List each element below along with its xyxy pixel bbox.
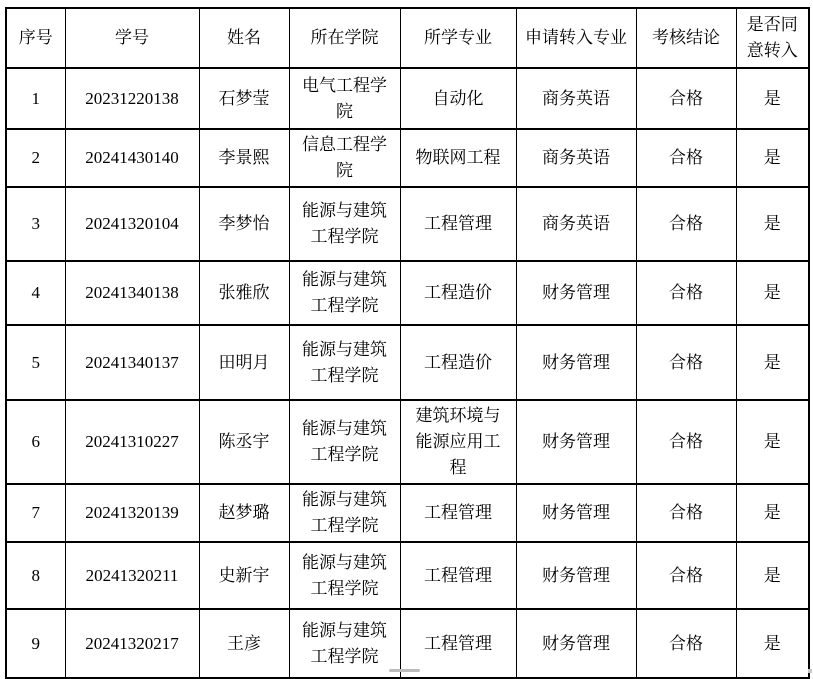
table-cell: 能源与建筑工程学院 bbox=[289, 542, 400, 609]
column-header: 所在学院 bbox=[289, 8, 400, 68]
table-cell: 商务英语 bbox=[516, 68, 636, 129]
table-cell: 20241320139 bbox=[65, 484, 199, 542]
table-row bbox=[6, 68, 809, 129]
table-cell: 工程管理 bbox=[400, 609, 516, 678]
table-cell: 石梦莹 bbox=[199, 68, 289, 129]
table-cell: 财务管理 bbox=[516, 261, 636, 325]
table-cell: 自动化 bbox=[400, 68, 516, 129]
table-row bbox=[6, 261, 809, 325]
table-cell: 商务英语 bbox=[516, 129, 636, 187]
table-body bbox=[6, 68, 809, 678]
transfer-approval-table bbox=[5, 7, 810, 679]
table-cell: 20241340137 bbox=[65, 325, 199, 400]
table-row bbox=[6, 129, 809, 187]
table-cell: 能源与建筑工程学院 bbox=[289, 187, 400, 261]
table-cell: 能源与建筑工程学院 bbox=[289, 261, 400, 325]
table-row bbox=[6, 542, 809, 609]
table-cell: 建筑环境与能源应用工程 bbox=[400, 400, 516, 484]
table-cell: 合格 bbox=[636, 68, 736, 129]
table-cell: 是 bbox=[736, 129, 809, 187]
table-cell: 合格 bbox=[636, 187, 736, 261]
header-row bbox=[6, 8, 809, 68]
table-cell: 9 bbox=[6, 609, 65, 678]
table-cell: 5 bbox=[6, 325, 65, 400]
scrollbar-corner bbox=[808, 669, 812, 673]
table-cell: 是 bbox=[736, 325, 809, 400]
table-cell: 工程造价 bbox=[400, 325, 516, 400]
table-cell: 工程管理 bbox=[400, 187, 516, 261]
table-cell: 财务管理 bbox=[516, 609, 636, 678]
column-header: 序号 bbox=[6, 8, 65, 68]
table-cell: 20241320217 bbox=[65, 609, 199, 678]
table-cell: 能源与建筑工程学院 bbox=[289, 609, 400, 678]
table-row bbox=[6, 400, 809, 484]
table-cell: 赵梦璐 bbox=[199, 484, 289, 542]
table-cell: 20231220138 bbox=[65, 68, 199, 129]
table-cell: 1 bbox=[6, 68, 65, 129]
table-cell: 2 bbox=[6, 129, 65, 187]
table-row bbox=[6, 484, 809, 542]
table-cell: 6 bbox=[6, 400, 65, 484]
column-header: 是否同意转入 bbox=[736, 8, 809, 68]
table-cell: 能源与建筑工程学院 bbox=[289, 484, 400, 542]
table-cell: 王彦 bbox=[199, 609, 289, 678]
table-cell: 是 bbox=[736, 542, 809, 609]
table-cell: 工程管理 bbox=[400, 484, 516, 542]
table-cell: 合格 bbox=[636, 400, 736, 484]
table-cell: 是 bbox=[736, 187, 809, 261]
table-cell: 电气工程学院 bbox=[289, 68, 400, 129]
table-cell: 工程造价 bbox=[400, 261, 516, 325]
table-cell: 田明月 bbox=[199, 325, 289, 400]
table-cell: 8 bbox=[6, 542, 65, 609]
table-cell: 4 bbox=[6, 261, 65, 325]
table-cell: 是 bbox=[736, 609, 809, 678]
table-cell: 是 bbox=[736, 400, 809, 484]
table-cell: 陈丞宇 bbox=[199, 400, 289, 484]
horizontal-scrollbar-thumb[interactable] bbox=[389, 669, 420, 672]
column-header: 申请转入专业 bbox=[516, 8, 636, 68]
table-cell: 3 bbox=[6, 187, 65, 261]
column-header: 考核结论 bbox=[636, 8, 736, 68]
table-cell: 20241320104 bbox=[65, 187, 199, 261]
column-header: 姓名 bbox=[199, 8, 289, 68]
column-header: 学号 bbox=[65, 8, 199, 68]
table-cell: 7 bbox=[6, 484, 65, 542]
table-row bbox=[6, 187, 809, 261]
table-cell: 财务管理 bbox=[516, 400, 636, 484]
table-cell: 能源与建筑工程学院 bbox=[289, 400, 400, 484]
table-cell: 能源与建筑工程学院 bbox=[289, 325, 400, 400]
table-cell: 李梦怡 bbox=[199, 187, 289, 261]
table-row bbox=[6, 325, 809, 400]
table-cell: 合格 bbox=[636, 261, 736, 325]
table-cell: 物联网工程 bbox=[400, 129, 516, 187]
table-cell: 20241310227 bbox=[65, 400, 199, 484]
table-header bbox=[6, 8, 809, 68]
table-cell: 合格 bbox=[636, 325, 736, 400]
table-cell: 合格 bbox=[636, 542, 736, 609]
table-cell: 工程管理 bbox=[400, 542, 516, 609]
column-header: 所学专业 bbox=[400, 8, 516, 68]
table-cell: 合格 bbox=[636, 609, 736, 678]
table-cell: 20241430140 bbox=[65, 129, 199, 187]
table-cell: 是 bbox=[736, 484, 809, 542]
table-cell: 财务管理 bbox=[516, 325, 636, 400]
table-cell: 是 bbox=[736, 261, 809, 325]
table-cell: 张雅欣 bbox=[199, 261, 289, 325]
table-cell: 李景熙 bbox=[199, 129, 289, 187]
table-cell: 是 bbox=[736, 68, 809, 129]
table-cell: 史新宇 bbox=[199, 542, 289, 609]
table-cell: 20241340138 bbox=[65, 261, 199, 325]
table-cell: 财务管理 bbox=[516, 484, 636, 542]
table-cell: 合格 bbox=[636, 484, 736, 542]
table-cell: 信息工程学院 bbox=[289, 129, 400, 187]
table-cell: 商务英语 bbox=[516, 187, 636, 261]
table-cell: 合格 bbox=[636, 129, 736, 187]
table-row bbox=[6, 609, 809, 678]
table-cell: 20241320211 bbox=[65, 542, 199, 609]
table-cell: 财务管理 bbox=[516, 542, 636, 609]
